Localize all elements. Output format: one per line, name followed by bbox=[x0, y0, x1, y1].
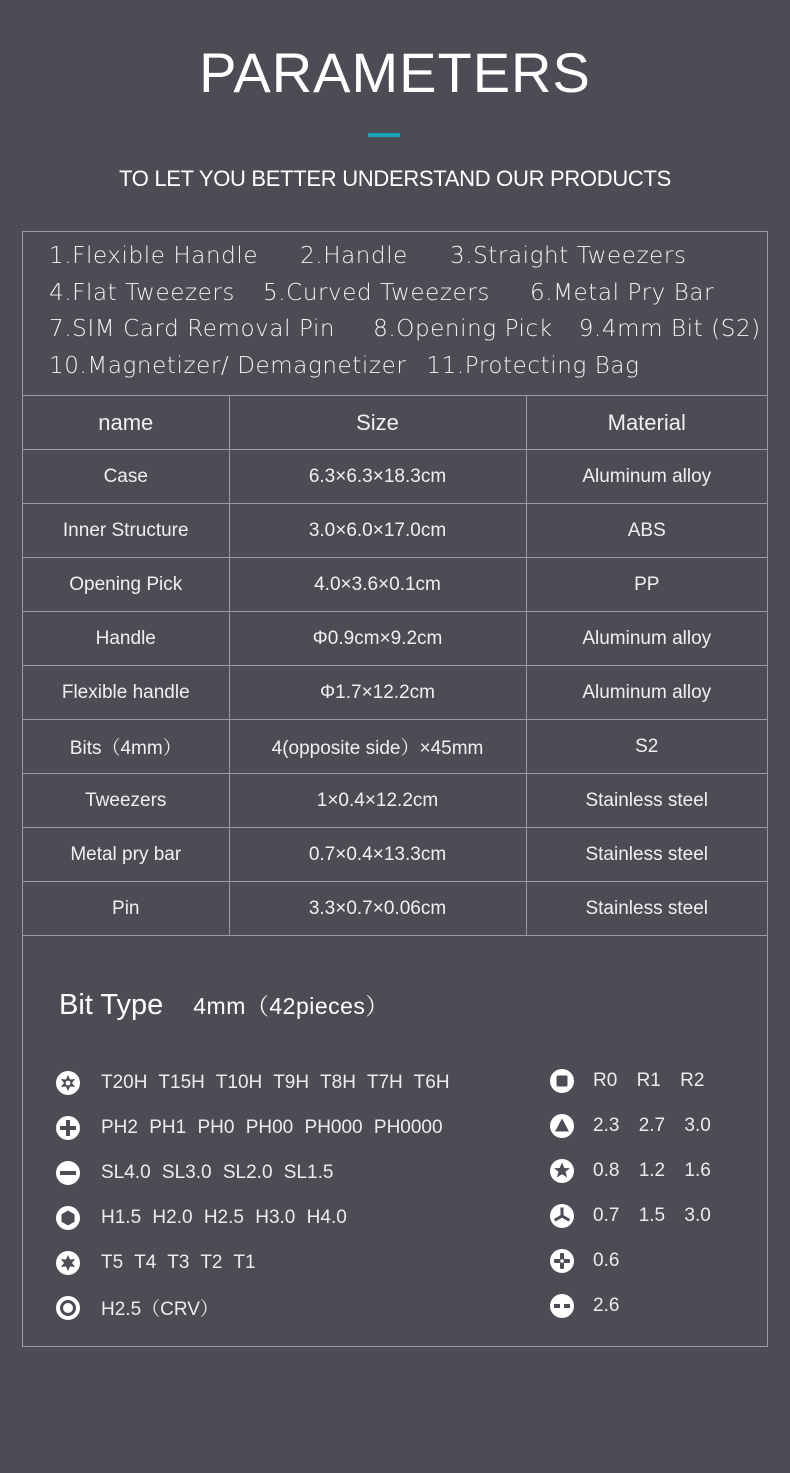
parts-list bbox=[49, 238, 761, 384]
tri-wing-icon bbox=[549, 1203, 575, 1229]
table-row bbox=[23, 450, 767, 504]
spec-table-header bbox=[23, 396, 767, 450]
cell-name: Case bbox=[23, 450, 229, 504]
cell-size: 3.3×0.7×0.06cm bbox=[229, 882, 526, 936]
part-item: 1.Flexible Handle bbox=[49, 243, 259, 269]
cell-material: ABS bbox=[526, 504, 767, 558]
cell-name: Pin bbox=[23, 882, 229, 936]
slotted-icon bbox=[55, 1160, 81, 1186]
cell-material: Aluminum alloy bbox=[526, 666, 767, 720]
bit-row bbox=[549, 1193, 711, 1238]
bit-row bbox=[549, 1148, 711, 1193]
bit-values: PH2 PH1 PH0 PH00 PH000 PH0000 bbox=[101, 1116, 443, 1138]
part-item: 9.4mm Bit (S2) bbox=[578, 316, 761, 343]
cell-material: Stainless steel bbox=[526, 828, 767, 882]
cell-name: Opening Pick bbox=[23, 558, 229, 612]
bit-row bbox=[55, 1195, 450, 1240]
torx-hole-icon bbox=[55, 1070, 81, 1096]
part-item: 4.Flat Tweezers bbox=[49, 279, 236, 306]
phillips-icon bbox=[55, 1115, 81, 1141]
torx-icon bbox=[55, 1250, 81, 1276]
hex-crv-icon bbox=[55, 1295, 81, 1321]
table-row bbox=[23, 828, 767, 882]
triangle-icon bbox=[549, 1113, 575, 1139]
bit-values: T5 T4 T3 T2 T1 bbox=[101, 1251, 256, 1273]
parts-list-row bbox=[49, 348, 761, 385]
cell-size: 1×0.4×12.2cm bbox=[229, 774, 526, 828]
part-item: 7.SIM Card Removal Pin bbox=[49, 316, 336, 343]
cell-size: 6.3×6.3×18.3cm bbox=[229, 450, 526, 504]
bit-row bbox=[55, 1240, 450, 1285]
bit-type-title: Bit Type bbox=[59, 989, 164, 1021]
part-item: 2.Handle bbox=[300, 243, 408, 269]
spanner-icon bbox=[549, 1293, 575, 1319]
square-icon bbox=[549, 1068, 575, 1094]
cell-size: 4(opposite side）×45mm bbox=[229, 720, 526, 774]
cell-name: Handle bbox=[23, 612, 229, 666]
cell-material: Stainless steel bbox=[526, 774, 767, 828]
cell-name: Tweezers bbox=[23, 774, 229, 828]
bit-values: T20H T15H T10H T9H T8H T7H T6H bbox=[101, 1071, 450, 1093]
table-row bbox=[23, 666, 767, 720]
cell-size: 4.0×3.6×0.1cm bbox=[229, 558, 526, 612]
hex-icon bbox=[55, 1205, 81, 1231]
table-row bbox=[23, 558, 767, 612]
bit-row bbox=[55, 1060, 450, 1105]
cell-material: Aluminum alloy bbox=[526, 612, 767, 666]
bit-values: H1.5 H2.0 H2.5 H3.0 H4.0 bbox=[101, 1206, 347, 1228]
pentalobe-icon bbox=[549, 1158, 575, 1184]
table-row bbox=[23, 504, 767, 558]
table-row bbox=[23, 882, 767, 936]
parameters-panel bbox=[22, 231, 768, 1347]
table-row bbox=[23, 774, 767, 828]
cell-name: Flexible handle bbox=[23, 666, 229, 720]
parts-list-row bbox=[49, 275, 761, 312]
parts-list-row bbox=[49, 238, 761, 275]
column-header-name: name bbox=[23, 396, 229, 450]
bit-row bbox=[549, 1058, 711, 1103]
part-item: 8.Opening Pick bbox=[373, 316, 553, 343]
bit-values: 2.6 bbox=[593, 1294, 620, 1316]
part-item: 6.Metal Pry Bar bbox=[529, 279, 715, 306]
bit-values: 0.6 bbox=[593, 1249, 620, 1271]
cell-material: Aluminum alloy bbox=[526, 450, 767, 504]
cross-icon bbox=[549, 1248, 575, 1274]
bit-row bbox=[55, 1150, 450, 1195]
page-title: PARAMETERS bbox=[199, 41, 591, 104]
part-item: 10.Magnetizer/ Demagnetizer bbox=[49, 352, 407, 379]
cell-name: Bits（4mm） bbox=[23, 720, 229, 774]
part-item: 11.Protecting Bag bbox=[426, 352, 640, 379]
part-item: 5.Curved Tweezers bbox=[263, 279, 490, 306]
column-header-size: Size bbox=[229, 396, 526, 450]
cell-size: 3.0×6.0×17.0cm bbox=[229, 504, 526, 558]
table-row bbox=[23, 612, 767, 666]
cell-size: Φ0.9cm×9.2cm bbox=[229, 612, 526, 666]
cell-name: Inner Structure bbox=[23, 504, 229, 558]
bit-row bbox=[549, 1103, 711, 1148]
bit-row bbox=[549, 1238, 711, 1283]
bit-values: 0.7 1.5 3.0 bbox=[593, 1204, 711, 1226]
bit-list-left bbox=[55, 1060, 450, 1330]
bit-list-right bbox=[549, 1058, 711, 1328]
bit-values: SL4.0 SL3.0 SL2.0 SL1.5 bbox=[101, 1161, 334, 1183]
cell-material: S2 bbox=[526, 720, 767, 774]
title-accent-bar bbox=[368, 133, 400, 137]
bit-row bbox=[55, 1285, 450, 1330]
bit-type-count: 4mm（42pieces） bbox=[193, 993, 389, 1019]
part-item: 3.Straight Tweezers bbox=[449, 243, 687, 269]
table-row bbox=[23, 720, 767, 774]
bit-values: H2.5（CRV） bbox=[101, 1299, 219, 1320]
cell-size: Φ1.7×12.2cm bbox=[229, 666, 526, 720]
parts-list-row bbox=[49, 311, 761, 348]
cell-material: Stainless steel bbox=[526, 882, 767, 936]
bit-row bbox=[55, 1105, 450, 1150]
bit-values: R0 R1 R2 bbox=[593, 1069, 705, 1091]
cell-size: 0.7×0.4×13.3cm bbox=[229, 828, 526, 882]
column-header-material: Material bbox=[526, 396, 767, 450]
page-subtitle: TO LET YOU BETTER UNDERSTAND OUR PRODUCTS bbox=[118, 166, 672, 191]
bit-values: 2.3 2.7 3.0 bbox=[593, 1114, 711, 1136]
bit-type-heading bbox=[59, 988, 389, 1022]
bit-row bbox=[549, 1283, 711, 1328]
cell-name: Metal pry bar bbox=[23, 828, 229, 882]
cell-material: PP bbox=[526, 558, 767, 612]
bit-values: 0.8 1.2 1.6 bbox=[593, 1159, 711, 1181]
spec-table bbox=[23, 395, 767, 936]
